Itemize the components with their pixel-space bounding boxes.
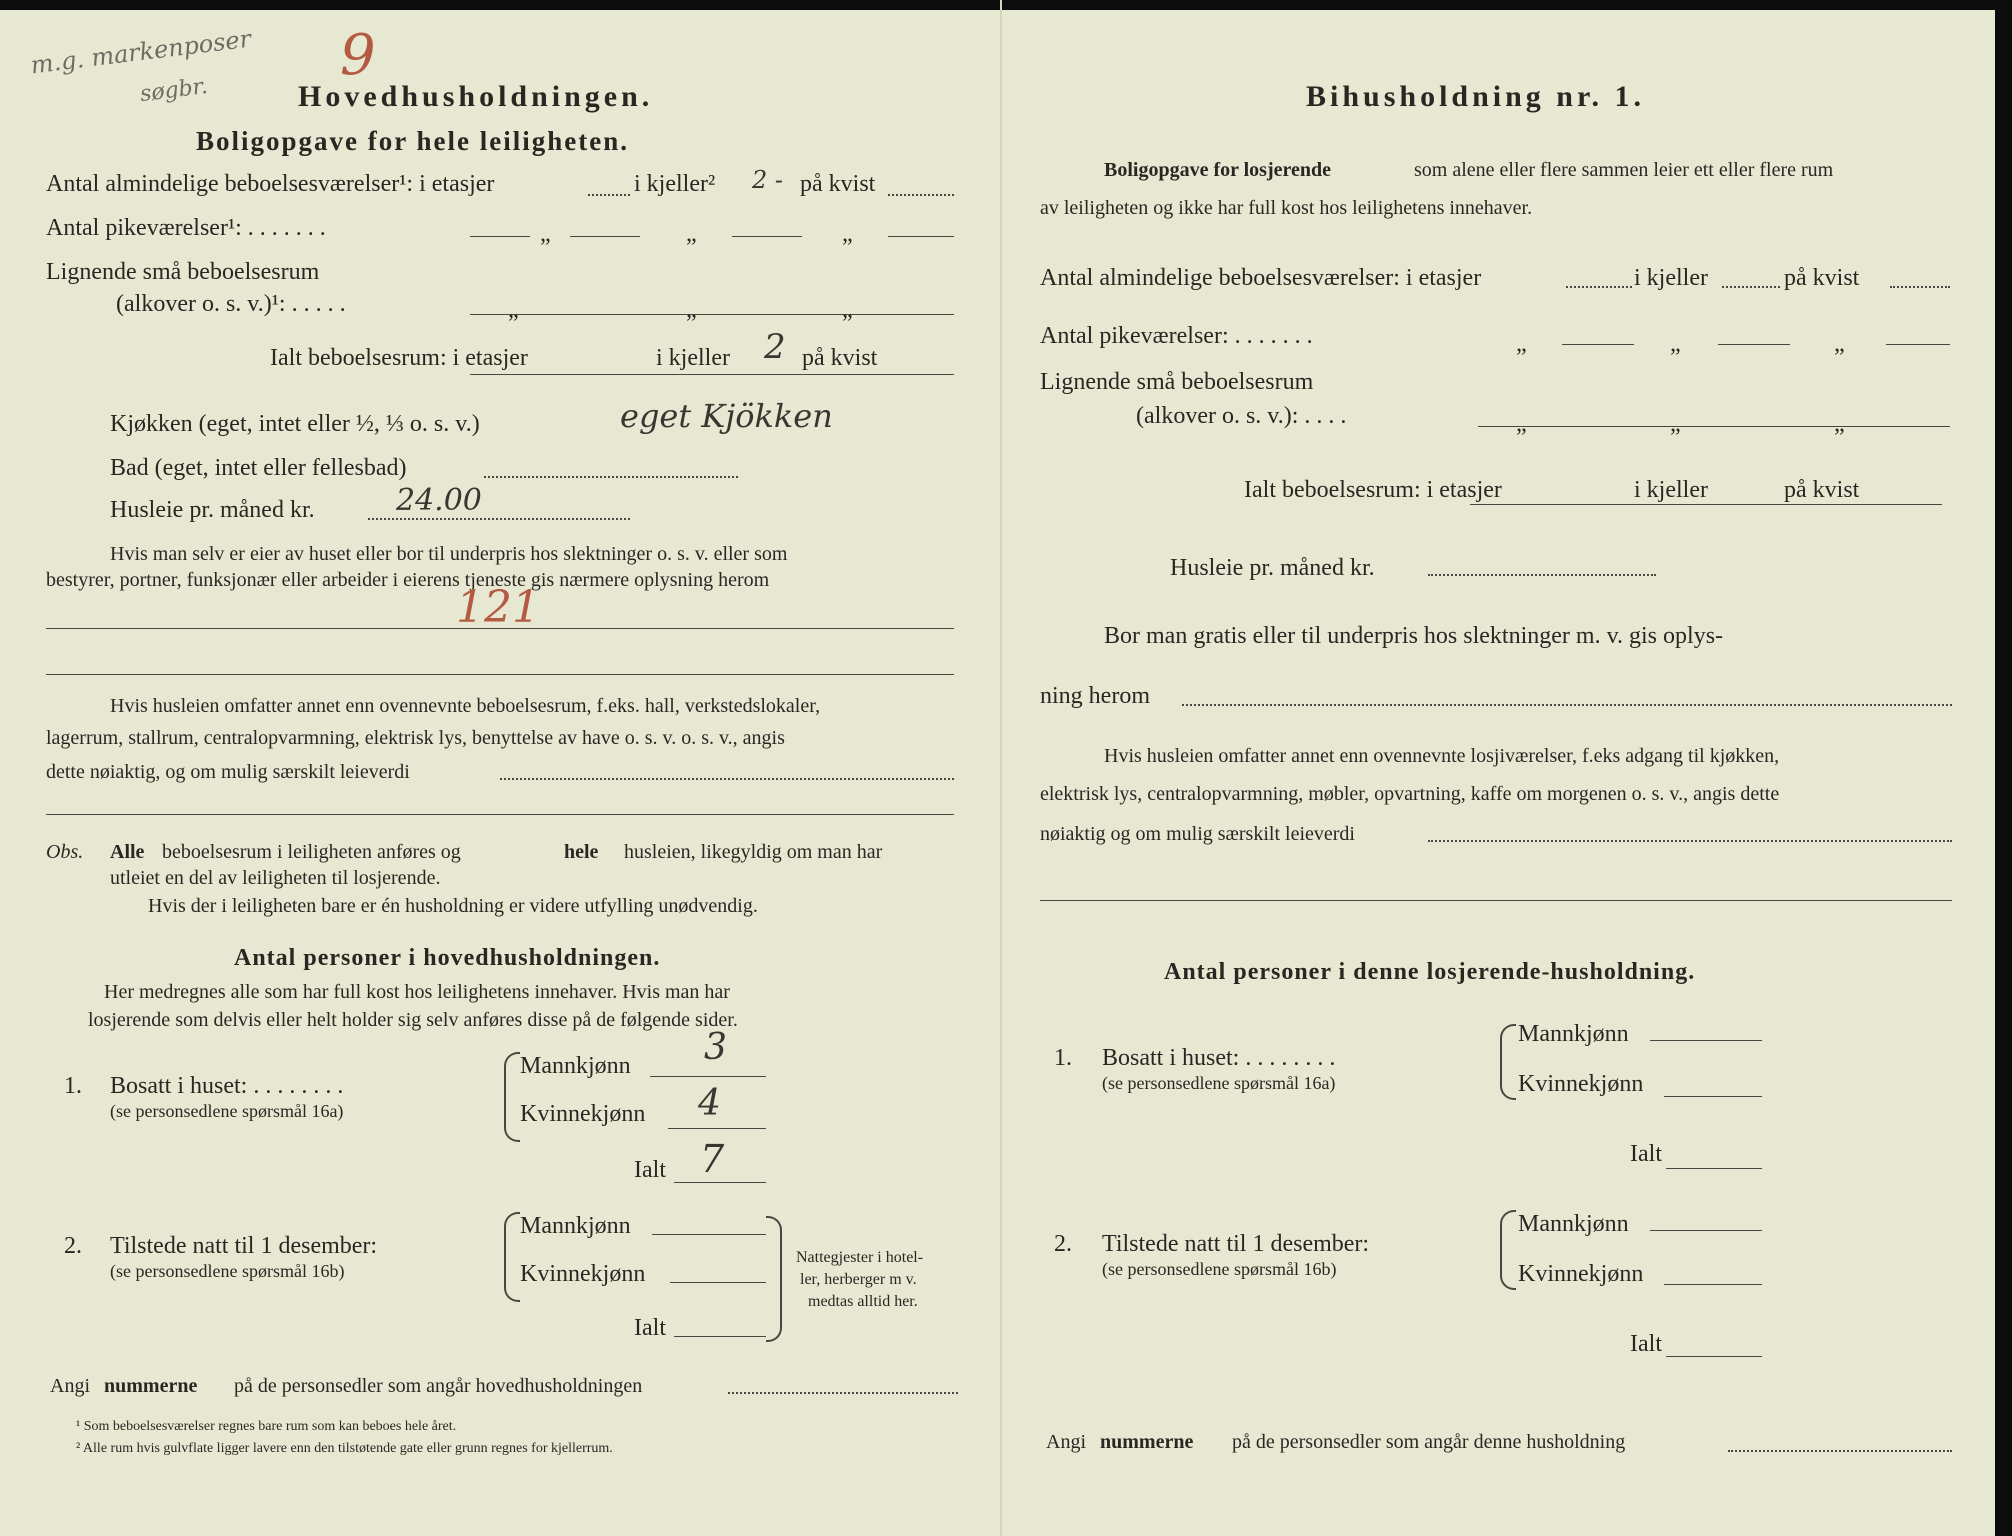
- q2-ialt-label: Ialt: [634, 1315, 666, 1341]
- rooms-kvist-label: på kvist: [800, 171, 876, 197]
- margin-number: 9: [340, 23, 376, 88]
- right-q2-number: 2.: [1054, 1231, 1072, 1257]
- right-persons-section-title: Antal personer i denne losjerende-husholdning.: [1164, 959, 1696, 985]
- right-q1-mann-label: Mannkjønn: [1518, 1021, 1629, 1047]
- obs-bold-hele: hele: [564, 841, 599, 863]
- rooms-kvist-field[interactable]: [888, 194, 954, 196]
- kitchen-value: eget Kjökken: [620, 397, 833, 435]
- q2-sub: (se personsedlene spørsmål 16b): [110, 1261, 345, 1281]
- includes-text-line2: lagerrum, stallrum, centralopvarmning, elektrisk lys, benyttelse av have o. s. v. o. s. v., angis: [46, 727, 785, 749]
- angi-text-c: på de personsedler som angår hovedhusholdningen: [234, 1375, 643, 1397]
- obs-line3: Hvis der i leiligheten bare er én husholdning er videre utfylling unødvendig.: [148, 895, 758, 917]
- persons-section-title: Antal personer i hovedhusholdningen.: [234, 945, 661, 971]
- right-small-rooms-label: Lignende små beboelsesrum: [1040, 369, 1314, 395]
- includes-field-line1[interactable]: [500, 778, 954, 780]
- right-total-rooms-label: Ialt beboelsesrum: i etasjer: [1244, 477, 1502, 503]
- small-rooms-label-b: (alkover o. s. v.)¹: . . . . .: [116, 291, 346, 317]
- guests-note-line2: ler, herberger m v.: [800, 1271, 917, 1288]
- ditto-mark: „: [508, 297, 519, 323]
- right-q1-kvinne-field[interactable]: [1664, 1096, 1762, 1097]
- owner-field-line2[interactable]: [46, 674, 954, 675]
- right-angi-text-bold: nummerne: [1100, 1431, 1194, 1453]
- bath-label: Bad (eget, intet eller fellesbad): [110, 455, 407, 481]
- margin-note-line2: søgbr.: [138, 73, 210, 108]
- right-rooms-label: Antal almindelige beboelsesværelser: i etasjer: [1040, 265, 1482, 291]
- rooms-label: Antal almindelige beboelsesværelser¹: i etasjer: [46, 171, 495, 197]
- total-kjeller-value: 2: [764, 327, 786, 367]
- ditto-mark: „: [686, 221, 697, 247]
- right-q2-ialt-field[interactable]: [1666, 1356, 1762, 1357]
- q1-kvinne-value: 4: [698, 1083, 721, 1124]
- maid-rooms-kjeller-field[interactable]: [570, 236, 640, 237]
- q2-brace: [504, 1212, 520, 1302]
- persons-intro-line2: losjerende som delvis eller helt holder sig selv anføres disse på de følgende sider.: [88, 1009, 738, 1031]
- right-intro-c: av leiligheten og ikke har full kost hos leilighetens innehaver.: [1040, 197, 1533, 219]
- total-rooms-label: Ialt beboelsesrum: i etasjer: [270, 345, 528, 371]
- q1-kvinne-field[interactable]: [668, 1128, 766, 1129]
- owner-annotation: 121: [456, 582, 540, 633]
- obs-bold-alle: Alle: [110, 841, 145, 863]
- right-angi-field[interactable]: [1728, 1450, 1952, 1452]
- angi-field[interactable]: [728, 1392, 958, 1394]
- right-q1-number: 1.: [1054, 1045, 1072, 1071]
- right-gratis-field[interactable]: [1182, 704, 1952, 706]
- right-intro-b: som alene eller flere sammen leier ett eller flere rum: [1414, 159, 1834, 181]
- right-q1-mann-field[interactable]: [1650, 1040, 1762, 1041]
- right-maid-rooms-etasjer-field[interactable]: [1562, 344, 1634, 345]
- persons-intro-line1: Her medregnes alle som har full kost hos leilighetens innehaver. Hvis man har: [104, 981, 730, 1003]
- maid-rooms-kvist-field[interactable]: [732, 236, 802, 237]
- total-kvist-label: på kvist: [802, 345, 878, 371]
- q1-sub: (se personsedlene spørsmål 16a): [110, 1101, 344, 1121]
- right-rooms-kvist-field[interactable]: [1890, 286, 1950, 288]
- rooms-kjeller-label: i kjeller²: [634, 171, 716, 197]
- right-rent-label: Husleie pr. måned kr.: [1170, 555, 1375, 581]
- obs-text-b: husleien, likegyldig om man har: [624, 841, 883, 863]
- kitchen-label: Kjøkken (eget, intet eller ½, ⅓ o. s. v.): [110, 411, 480, 437]
- right-small-rooms-label-b: (alkover o. s. v.): . . . .: [1136, 403, 1347, 429]
- right-rooms-kjeller-field[interactable]: [1722, 286, 1780, 288]
- bath-field[interactable]: [484, 476, 738, 478]
- includes-text-line1: Hvis husleien omfatter annet enn ovennevnte beboelsesrum, f.eks. hall, verkstedslokaler,: [110, 695, 821, 717]
- ditto-mark: „: [686, 297, 697, 323]
- right-rooms-kjeller-label: i kjeller: [1634, 265, 1708, 291]
- q1-label: Bosatt i huset: . . . . . . . .: [110, 1073, 344, 1099]
- right-gratis-line2: ning herom: [1040, 683, 1150, 709]
- guests-note-line3: medtas alltid her.: [808, 1293, 918, 1310]
- ditto-mark: „: [1516, 331, 1527, 357]
- footnote-1: ¹ Som beboelsesværelser regnes bare rum som kan beboes hele året.: [76, 1419, 457, 1434]
- right-page-title: Bihusholdning nr. 1.: [1306, 80, 1646, 113]
- q2-number: 2.: [64, 1233, 82, 1259]
- right-gratis-line1: Bor man gratis eller til underpris hos slektninger m. v. gis oplys-: [1104, 623, 1724, 649]
- right-total-kvist-label: på kvist: [1784, 477, 1860, 503]
- owner-text-line1: Hvis man selv er eier av huset eller bor til underpris hos slektninger o. s. v. eller som: [110, 543, 788, 565]
- right-maid-rooms-kjeller-field[interactable]: [1718, 344, 1790, 345]
- q2-kvinne-label: Kvinnekjønn: [520, 1261, 646, 1287]
- q2-label: Tilstede natt til 1 desember:: [110, 1233, 378, 1259]
- right-maid-rooms-label: Antal pikeværelser: . . . . . . .: [1040, 323, 1313, 349]
- includes-field-line2[interactable]: [46, 814, 954, 815]
- page-subtitle: Boligopgave for hele leiligheten.: [196, 126, 629, 156]
- right-includes-line1: Hvis husleien omfatter annet enn ovennevnte losjiværelser, f.eks adgang til kjøkken,: [1104, 745, 1780, 767]
- right-q1-sub: (se personsedlene spørsmål 16a): [1102, 1073, 1336, 1093]
- ditto-mark: „: [1670, 411, 1681, 437]
- rent-field[interactable]: [368, 518, 630, 520]
- total-kjeller-label: i kjeller: [656, 345, 730, 371]
- maid-rooms-extra-field[interactable]: [888, 236, 954, 237]
- right-rooms-kvist-label: på kvist: [1784, 265, 1860, 291]
- ditto-mark: „: [842, 221, 853, 247]
- ditto-mark: „: [540, 221, 551, 247]
- obs-text-a: beboelsesrum i leiligheten anføres og: [162, 841, 461, 863]
- right-q1-label: Bosatt i huset: . . . . . . . .: [1102, 1045, 1336, 1071]
- right-q1-ialt-field[interactable]: [1666, 1168, 1762, 1169]
- page-fold: [1000, 0, 1002, 1536]
- q2-ialt-field[interactable]: [674, 1336, 766, 1337]
- guests-note-line1: Nattegjester i hotel-: [796, 1249, 924, 1266]
- right-q1-brace: [1500, 1024, 1516, 1100]
- owner-text-line2: bestyrer, portner, funksjonær eller arbeider i eierens tjeneste gis nærmere oplysning herom: [46, 569, 770, 591]
- obs-label: Obs.: [46, 841, 84, 863]
- scan-border-top: [0, 0, 2012, 10]
- right-includes-line2: elektrisk lys, centralopvarmning, møbler, opvartning, kaffe om morgenen o. s. v., angis dette: [1040, 783, 1780, 805]
- footnote-2: ² Alle rum hvis gulvflate ligger lavere enn den tilstøtende gate eller grunn regnes for kjellerrum.: [76, 1441, 613, 1456]
- margin-note-line1: m.g. markenposer: [29, 24, 253, 80]
- q1-ialt-label: Ialt: [634, 1157, 666, 1183]
- right-q2-mann-field[interactable]: [1650, 1230, 1762, 1231]
- right-small-rooms-field[interactable]: [1478, 426, 1950, 427]
- q1-brace: [504, 1052, 520, 1142]
- q1-mann-label: Mannkjønn: [520, 1053, 631, 1079]
- q2-right-brace: [766, 1216, 782, 1342]
- q1-number: 1.: [64, 1073, 82, 1099]
- small-rooms-label: Lignende små beboelsesrum: [46, 259, 320, 285]
- right-angi-text-a: Angi: [1046, 1431, 1086, 1453]
- ditto-mark: „: [1834, 331, 1845, 357]
- right-includes-field-line2[interactable]: [1040, 900, 1952, 901]
- right-total-rooms-field[interactable]: [1470, 504, 1942, 505]
- right-maid-rooms-kvist-field[interactable]: [1886, 344, 1950, 345]
- q2-mann-field[interactable]: [652, 1234, 766, 1235]
- right-q2-label: Tilstede natt til 1 desember:: [1102, 1231, 1370, 1257]
- q1-mann-value: 3: [704, 1027, 727, 1068]
- right-q1-ialt-label: Ialt: [1630, 1141, 1662, 1167]
- angi-text-bold: nummerne: [104, 1375, 198, 1397]
- rooms-etasjer-field[interactable]: [588, 194, 630, 196]
- maid-rooms-etasjer-field[interactable]: [470, 236, 530, 237]
- ditto-mark: „: [842, 297, 853, 323]
- q1-mann-field[interactable]: [650, 1076, 766, 1077]
- right-includes-field-line1[interactable]: [1428, 840, 1952, 842]
- q2-kvinne-field[interactable]: [670, 1282, 766, 1283]
- right-q2-mann-label: Mannkjønn: [1518, 1211, 1629, 1237]
- ditto-mark: „: [1670, 331, 1681, 357]
- total-rooms-field[interactable]: [470, 374, 954, 375]
- right-q2-kvinne-label: Kvinnekjønn: [1518, 1261, 1644, 1287]
- obs-line2: utleiet en del av leiligheten til losjerende.: [110, 867, 441, 889]
- q1-ialt-field[interactable]: [674, 1182, 766, 1183]
- q2-mann-label: Mannkjønn: [520, 1213, 631, 1239]
- owner-field-line1[interactable]: [46, 628, 954, 629]
- maid-rooms-label: Antal pikeværelser¹: . . . . . . .: [46, 215, 326, 241]
- right-q1-kvinne-label: Kvinnekjønn: [1518, 1071, 1644, 1097]
- q1-ialt-value: 7: [700, 1137, 725, 1181]
- right-angi-text-c: på de personsedler som angår denne husholdning: [1232, 1431, 1626, 1453]
- right-q2-sub: (se personsedlene spørsmål 16b): [1102, 1259, 1337, 1279]
- q1-kvinne-label: Kvinnekjønn: [520, 1101, 646, 1127]
- small-rooms-field[interactable]: [470, 314, 954, 315]
- right-intro-bold: Boligopgave for losjerende: [1104, 159, 1332, 181]
- right-q2-brace: [1500, 1210, 1516, 1290]
- right-q2-ialt-label: Ialt: [1630, 1331, 1662, 1357]
- right-rent-field[interactable]: [1428, 574, 1656, 576]
- page-title: Hovedhusholdningen.: [298, 80, 654, 113]
- ditto-mark: „: [1834, 411, 1845, 437]
- rent-label: Husleie pr. måned kr.: [110, 497, 315, 523]
- right-q2-kvinne-field[interactable]: [1664, 1284, 1762, 1285]
- angi-text-a: Angi: [50, 1375, 90, 1397]
- scan-border-right: [1995, 0, 2012, 1536]
- includes-text-line3: dette nøiaktig, og om mulig særskilt leieverdi: [46, 761, 410, 783]
- right-total-kjeller-label: i kjeller: [1634, 477, 1708, 503]
- rooms-kjeller-value: 2 -: [752, 166, 784, 194]
- right-includes-line3: nøiaktig og om mulig særskilt leieverdi: [1040, 823, 1355, 845]
- rent-value: 24.00: [396, 483, 482, 518]
- right-rooms-etasjer-field[interactable]: [1566, 286, 1632, 288]
- ditto-mark: „: [1516, 411, 1527, 437]
